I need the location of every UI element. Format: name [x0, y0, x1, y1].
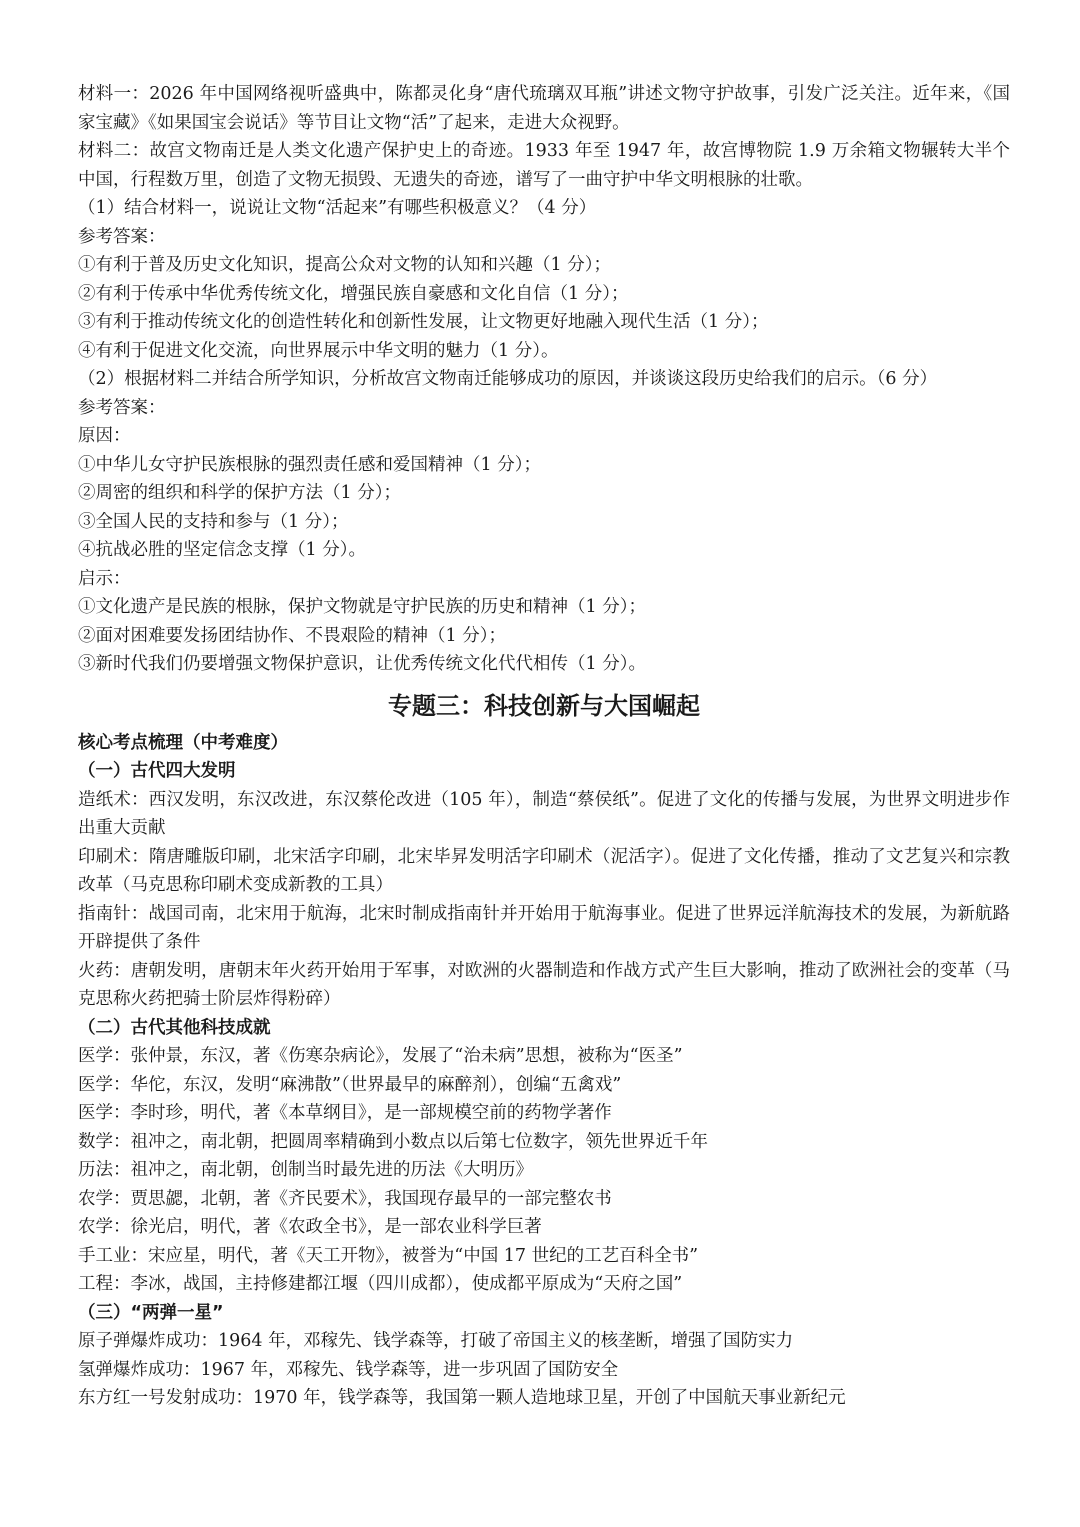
list-item: 工程：李冰，战国，主持修建都江堰（四川成都），使成都平原成为“天府之国” [78, 1274, 683, 1294]
material-one: 材料一：2026 年中国网络视听盛典中，陈都灵化身“唐代琉璃双耳瓶”讲述文物守护故事，引发广泛关注。近年来，《国家宝藏》《如果国宝会说话》等节目让文物“活”了起来，走进大众视野。 [78, 84, 1010, 133]
reason-item: ④抗战必胜的坚定信念支撑（1 分）。 [78, 540, 366, 560]
subsection-heading: （一）古代四大发明 [78, 761, 236, 781]
material-two: 材料二：故宫文物南迁是人类文化遗产保护史上的奇迹。1933 年至 1947 年，故宫博物院 1.9 万余箱文物辗转大半个中国，行程数万里，创造了文物无损毁、无遗失的奇迹，谱写了一曲守护中华文明根脉的壮歌。 [78, 141, 1010, 190]
subsection-heading: （三）“两弹一星” [78, 1302, 224, 1323]
list-item: 农学：徐光启，明代，著《农政全书》，是一部农业科学巨著 [78, 1217, 542, 1237]
insight-item: ③新时代我们仍要增强文物保护意识，让优秀传统文化代代相传（1 分）。 [78, 654, 646, 674]
list-item: 医学：华佗，东汉，发明“麻沸散”（世界最早的麻醉剂），创编“五禽戏” [78, 1074, 622, 1095]
list-item: 医学：李时珍，明代，著《本草纲目》，是一部规模空前的药物学著作 [78, 1103, 612, 1123]
list-item: 火药：唐朝发明，唐朝末年火药开始用于军事，对欧洲的火器制造和作战方式产生巨大影响，推动了欧洲社会的变革（马克思称火药把骑士阶层炸得粉碎） [78, 960, 1010, 1009]
answer-item: ④有利于促进文化交流，向世界展示中华文明的魅力（1 分）。 [78, 340, 559, 361]
list-item: 指南针：战国司南，北宋用于航海，北宋时制成指南针并开始用于航海事业。促进了世界远洋航海技术的发展，为新航路开辟提供了条件 [78, 903, 1010, 952]
reason-item: ③全国人民的支持和参与（1 分）； [78, 511, 349, 532]
question-one: （1）结合材料一，说说让文物“活起来”有哪些积极意义？（4 分） [78, 198, 597, 218]
answer-label: 参考答案： [78, 226, 166, 247]
list-item: 手工业：宋应星，明代，著《天工开物》，被誉为“中国 17 世纪的工艺百科全书” [78, 1245, 699, 1266]
answer-item: ③有利于推动传统文化的创造性转化和创新性发展，让文物更好地融入现代生活（1 分）； [78, 312, 769, 332]
reason-item: ②周密的组织和科学的保护方法（1 分）； [78, 483, 401, 503]
answer-item: ②有利于传承中华优秀传统文化，增强民族自豪感和文化自信（1 分）； [78, 283, 629, 304]
list-item: 历法：祖冲之，南北朝，创制当时最先进的历法《大明历》 [78, 1160, 533, 1180]
insight-label: 启示： [78, 568, 131, 589]
list-item: 东方红一号发射成功：1970 年，钱学森等，我国第一颗人造地球卫星，开创了中国航天事业新纪元 [78, 1388, 846, 1408]
topic-title: 专题三：科技创新与大国崛起 [388, 691, 700, 720]
subsection-heading: （二）古代其他科技成就 [78, 1017, 271, 1038]
section-title: 核心考点梳理（中考难度） [78, 732, 288, 753]
section-two-bombs-one-satellite [78, 1299, 1010, 1413]
section-four-inventions [78, 757, 1010, 1014]
list-item: 医学：张仲景，东汉，著《伤寒杂病论》，发展了“治未病”思想，被称为“医圣” [78, 1046, 683, 1066]
question-one-block [78, 194, 1010, 365]
reason-item: ①中华儿女守护民族根脉的强烈责任感和爱国精神（1 分）； [78, 454, 541, 475]
answer-item: ①有利于普及历史文化知识，提高公众对文物的认知和兴趣（1 分）； [78, 255, 611, 275]
materials-block [78, 80, 1010, 194]
list-item: 农学：贾思勰，北朝，著《齐民要术》，我国现存最早的一部完整农书 [78, 1188, 612, 1209]
question-two: （2）根据材料二并结合所学知识，分析故宫文物南迁能够成功的原因，并谈谈这段历史给我们的启示。（6 分） [78, 369, 938, 389]
reason-label: 原因： [78, 426, 131, 446]
list-item: 造纸术：西汉发明，东汉改进，东汉蔡伦改进（105 年），制造“蔡侯纸”。促进了文化的传播与发展，为世界文明进步作出重大贡献 [78, 789, 1010, 838]
insight-item: ②面对困难要发扬团结协作、不畏艰险的精神（1 分）； [78, 625, 506, 646]
list-item: 数学：祖冲之，南北朝，把圆周率精确到小数点以后第七位数字，领先世界近千年 [78, 1131, 708, 1152]
section-other-achievements [78, 1014, 1010, 1299]
answer-label: 参考答案： [78, 397, 166, 418]
list-item: 氢弹爆炸成功：1967 年，邓稼先、钱学森等，进一步巩固了国防安全 [78, 1359, 619, 1380]
list-item: 原子弹爆炸成功：1964 年，邓稼先、钱学森等，打破了帝国主义的核垄断，增强了国防实力 [78, 1331, 794, 1351]
list-item: 印刷术：隋唐雕版印刷，北宋活字印刷，北宋毕昇发明活字印刷术（泥活字）。促进了文化传播，推动了文艺复兴和宗教改革（马克思称印刷术变成新教的工具） [78, 846, 1010, 895]
insight-item: ①文化遗产是民族的根脉，保护文物就是守护民族的历史和精神（1 分）； [78, 597, 646, 617]
question-two-block [78, 365, 1010, 679]
